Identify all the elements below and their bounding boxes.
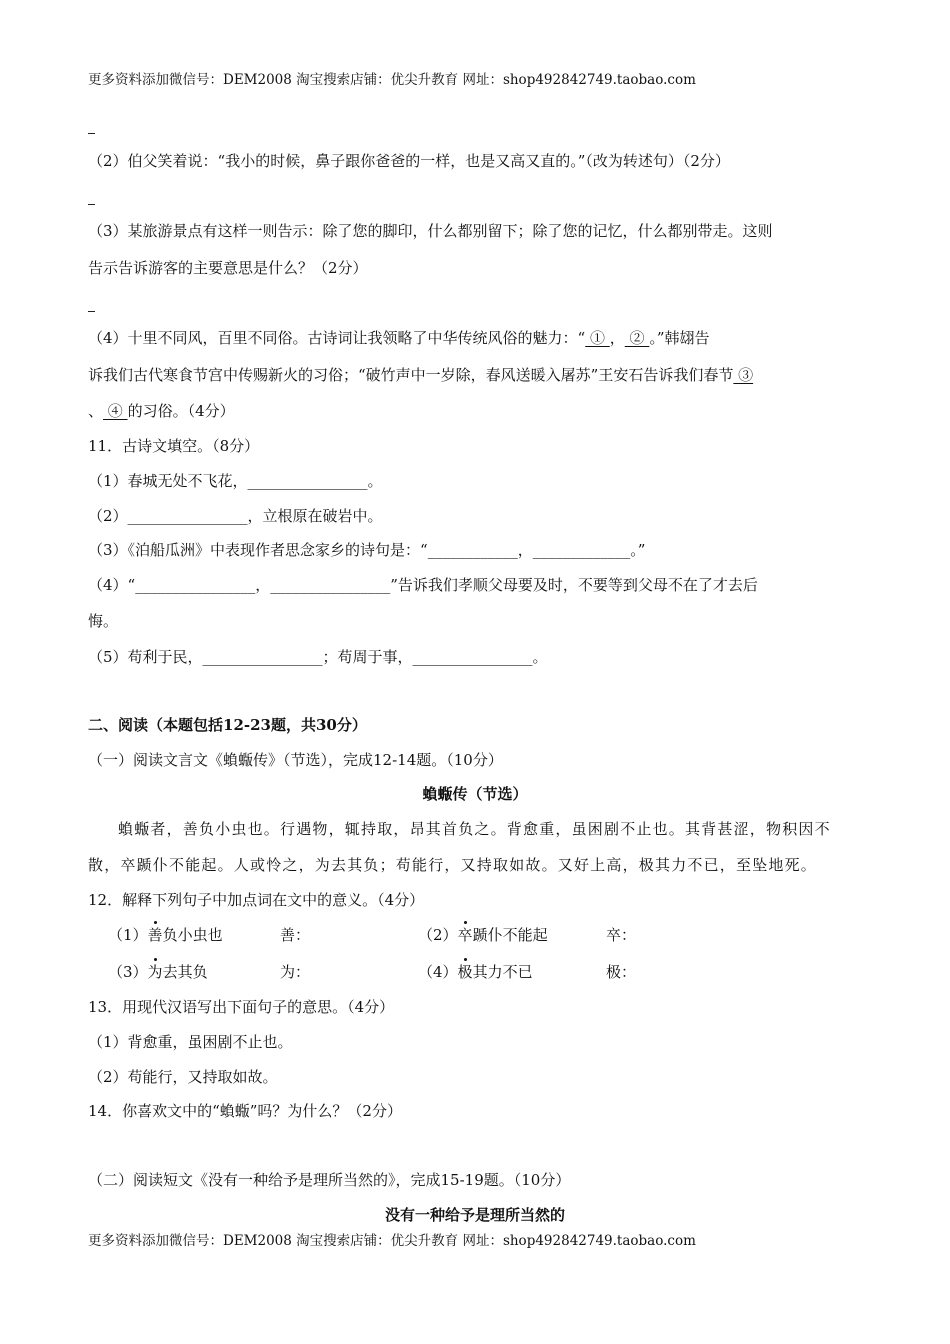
- q10-part4-line3: [88, 401, 235, 421]
- q11-line5: （5）苟利于民，________________；苟周于事，________________。: [88, 648, 548, 666]
- q11-line4-cont: 悔。: [88, 612, 119, 630]
- q10-part4-text-end: 。”韩翃告: [649, 329, 710, 347]
- blank-3: ③: [733, 366, 754, 384]
- dotted-word: 善: [147, 926, 163, 944]
- dotted-word: 极: [457, 963, 473, 981]
- q12-item-2-label: 卒：: [606, 926, 637, 944]
- q12-item-1-label: 善：: [280, 926, 311, 944]
- q12-title: 12．解释下列句子中加点词在文中的意义。（4分）: [88, 891, 425, 909]
- section2-title: 二、阅读（本题包括12-23题，共30分）: [88, 716, 367, 734]
- part2-intro: （二）阅读短文《没有一种给予是理所当然的》，完成15-19题。（10分）: [88, 1171, 571, 1189]
- q12-item-4: （4）极其力不已: [418, 963, 533, 981]
- q11-line2: （2）________________，立根原在破岩中。: [88, 507, 383, 525]
- q13-title: 13．用现代汉语写出下面句子的意思。（4分）: [88, 998, 395, 1016]
- q10-part4-text: （4）十里不同风，百里不同俗。古诗词让我领略了中华传统风俗的魅力：“: [88, 329, 586, 347]
- q11-title: 11．古诗文填空。（8分）: [88, 437, 260, 455]
- answer-line: [88, 311, 95, 312]
- part2-title: 没有一种给予是理所当然的: [384, 1206, 565, 1224]
- q11-line1: （1）春城无处不飞花，________________。: [88, 472, 383, 490]
- q13-line2: （2）苟能行，又持取如故。: [88, 1068, 278, 1086]
- q13-line1: （1）背愈重，虽困剧不止也。: [88, 1033, 293, 1051]
- q10-part4-line1: [88, 328, 710, 348]
- q14-title: 14．你喜欢文中的“蝜蝂”吗？为什么？（2分）: [88, 1102, 402, 1120]
- answer-line: [88, 204, 95, 205]
- classical-text-line2: 散，卒踬仆不能起。人或怜之，为去其负；苟能行，又持取如故。又好上高，极其力不已，至坠地死。: [88, 856, 818, 874]
- q10-part4-line2: [88, 365, 753, 385]
- q11-line4: （4）“________________，________________”告诉我们孝顺父母要及时，不要等到父母不在了才去后: [88, 576, 758, 594]
- comma: ，: [609, 329, 625, 347]
- q12-item-2: （2）卒踬仆不能起: [418, 926, 548, 944]
- dotted-word: 卒: [457, 926, 473, 944]
- q12-item-1: （1）善负小虫也: [108, 926, 223, 944]
- q12-item-3-label: 为：: [280, 963, 311, 981]
- q12-item-3: （3）为去其负: [108, 963, 208, 981]
- blank-2: ②: [624, 329, 650, 347]
- answer-line: [88, 133, 95, 134]
- classical-text-line1: 蝜蝂者，善负小虫也。行遇物，辄持取，昂其首负之。背愈重，虽困剧不止也。其背甚涩，物积因不: [118, 820, 831, 838]
- blank-4: ④: [103, 402, 128, 420]
- q12-item-4-label: 极：: [606, 963, 637, 981]
- q10-part3-line2: 告示告诉游客的主要意思是什么？（2分）: [88, 259, 368, 277]
- q10-part2: （2）伯父笑着说：“我小的时候，鼻子跟你爸爸的一样，也是又高又直的。”（改为转述句）（2分）: [88, 152, 730, 170]
- q10-part4-text-end: 的习俗。（4分）: [127, 402, 235, 420]
- q10-part4-text: 诉我们古代寒食节宫中传赐新火的习俗；“破竹声中一岁除，春风送暖入屠苏”王安石告诉我们春节: [88, 366, 734, 384]
- page-header: 更多资料添加微信号：DEM2008 淘宝搜索店铺：优尖升教育 网址：shop492842749.taobao.com: [88, 72, 696, 88]
- q11-line3: （3）《泊船瓜洲》中表现作者思念家乡的诗句是：“____________，_____________。”: [88, 541, 646, 559]
- page-footer: 更多资料添加微信号：DEM2008 淘宝搜索店铺：优尖升教育 网址：shop492842749.taobao.com: [88, 1233, 696, 1249]
- blank-1: ①: [585, 329, 610, 347]
- q10-part3-line1: （3）某旅游景点有这样一则告示：除了您的脚印，什么都别留下；除了您的记忆，什么都别带走。这则: [88, 222, 773, 240]
- text-title: 蝜蝂传（节选）: [422, 785, 528, 803]
- q10-part4-text: 、: [88, 402, 104, 420]
- section2-part1-intro: （一）阅读文言文《蝜蝂传》（节选），完成12-14题。（10分）: [88, 751, 503, 769]
- dotted-word: 为: [147, 963, 163, 981]
